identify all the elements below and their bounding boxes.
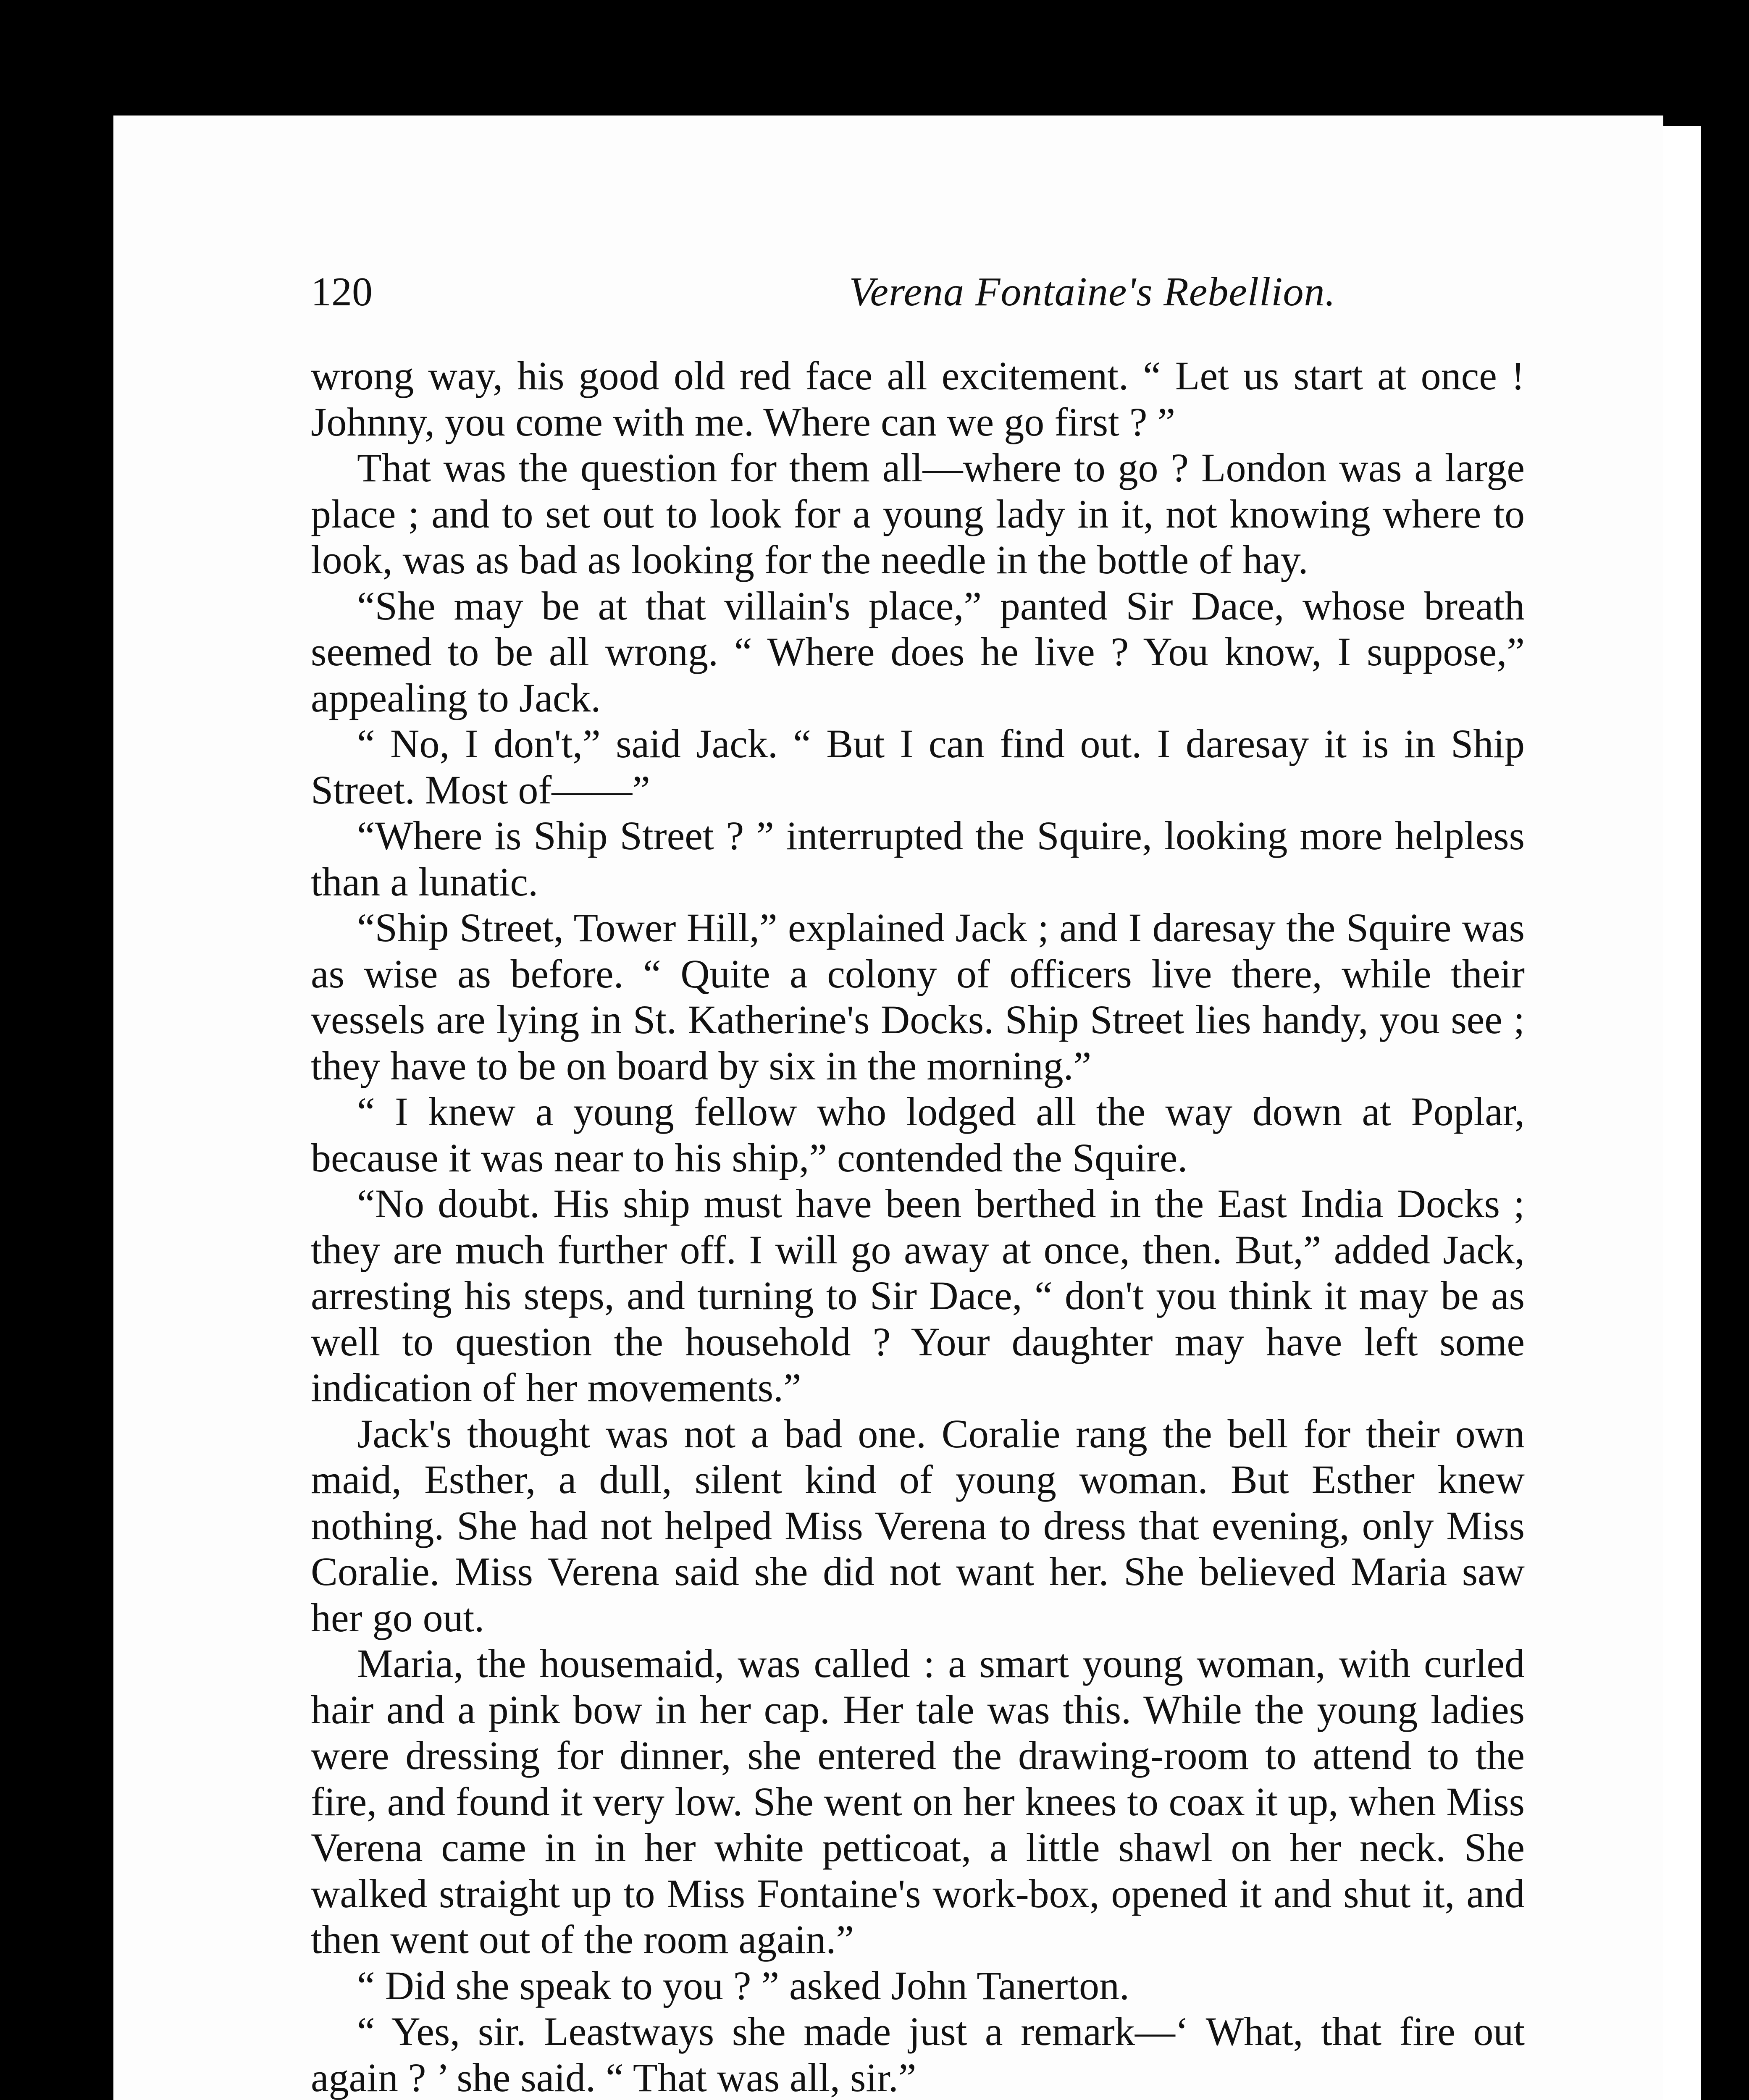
paragraph: Jack's thought was not a bad one. Coralie rang the bell for their own maid, Esther, a dull, silent kind of young woman. But Esther knew nothing. She had not helped Miss Verena to dress that evening, only Miss Coralie. Miss Verena said she did not want her. She believed Maria saw her go out.: [311, 1411, 1525, 1640]
paragraph: “ I knew a young fellow who lodged all the way down at Poplar, because it was near to his ship,” contended the Squire.: [311, 1089, 1525, 1180]
paragraph: “Ship Street, Tower Hill,” explained Jack ; and I daresay the Squire was as wise as before. “ Quite a colony of officers live there, while their vessels are lying in St. Katherine's Docks. Ship Street lies handy, you see ; they have to be on board by six in the morning.”: [311, 905, 1525, 1088]
paragraph: “ Yes, sir. Leastways she made just a remark—‘ What, that fire out again ? ’ she said. “ That was all, sir.”: [311, 2009, 1525, 2100]
paragraph: “Where is Ship Street ? ” interrupted the Squire, looking more helpless than a lunatic.: [311, 813, 1525, 904]
paragraph: wrong way, his good old red face all excitement. “ Let us start at once ! Johnny, you come with me. Where can we go first ? ”: [311, 353, 1525, 444]
paragraph: Maria, the housemaid, was called : a smart young woman, with curled hair and a pink bow in her cap. Her tale was this. While the young ladies were dressing for dinner, she entered the drawing-room to attend to the fire, and found it very low. She went on her knees to coax it up, when Miss Verena came in in her white petticoat, a little shawl on her neck. She walked straight up to Miss Fontaine's work-box, opened it and shut it, and then went out of the room again.”: [311, 1641, 1525, 1962]
page-number: 120: [311, 269, 373, 315]
facing-page-edge: [1663, 126, 1701, 2100]
paragraph: “She may be at that villain's place,” panted Sir Dace, whose breath seemed to be all wrong. “ Where does he live ? You know, I suppose,” appealing to Jack.: [311, 583, 1525, 720]
page-header: [311, 260, 1336, 323]
paragraph: That was the question for them all—where to go ? London was a large place ; and to set out to look for a young lady in it, not knowing where to look, was as bad as looking for the needle in the bottle of hay.: [311, 445, 1525, 582]
running-title: Verena Fontaine's Rebellion.: [849, 269, 1336, 315]
book-page: [113, 116, 1663, 2100]
body-text: [311, 353, 1525, 2100]
paragraph: “ Did she speak to you ? ” asked John Tanerton.: [357, 1963, 1130, 2008]
paragraph: “ No, I don't,” said Jack. “ But I can find out. I daresay it is in Ship Street. Most of——”: [311, 721, 1525, 812]
paragraph: “No doubt. His ship must have been berthed in the East India Docks ; they are much further off. I will go away at once, then. But,” added Jack, arresting his steps, and turning to Sir Dace, “ don't you think it may be as well to question the household ? Your daughter may have left some indication of her movements.”: [311, 1181, 1525, 1410]
